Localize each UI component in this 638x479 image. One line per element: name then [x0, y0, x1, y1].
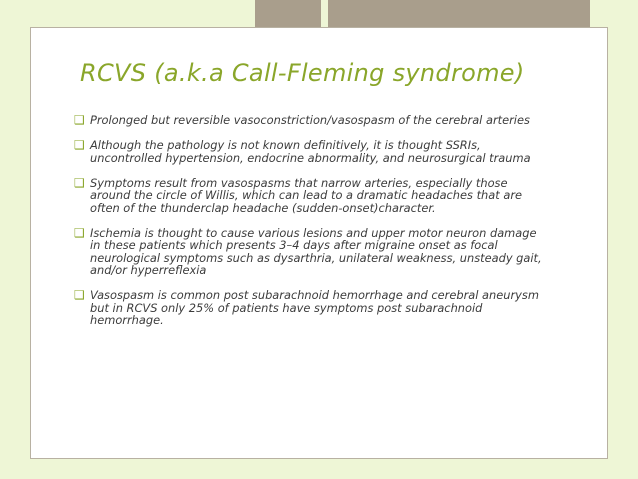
- bullet-text: Ischemia is thought to cause various lesions and upper motor neuron damage in these patients which presents 3–4 days after migraine onset as focal neurological symptoms such as dysarthria, unilateral weakness, unsteady gait, and/or hyperreflexia: [90, 225, 542, 277]
- bullet-item: [76, 114, 546, 127]
- bullet-text: Prolonged but reversible vasoconstriction/vasospasm of the cerebral arteries: [90, 113, 530, 127]
- bullet-text: Symptoms result from vasospasms that narrow arteries, especially those around the circle of Willis, which can lead to a dramatic headaches that are often of the thunderclap headache (sudden-onset)character.: [90, 175, 523, 215]
- decorative-tab-right: [328, 0, 590, 30]
- bullet-list: [76, 114, 546, 339]
- bullet-text: Although the pathology is not known definitively, it is thought SSRIs, uncontrolled hypertension, endocrine abnormality, and neurosurgical trauma: [90, 138, 531, 165]
- hollow-square-bullet-icon: ❑: [74, 138, 85, 152]
- bullet-text: Vasospasm is common post subarachnoid hemorrhage and cerebral aneurysm but in RCVS only 25% of patients have symptoms post subarachnoid hemorrhage.: [90, 288, 539, 327]
- hollow-square-bullet-icon: ❑: [74, 225, 85, 240]
- slide-title: RCVS (a.k.a Call-Fleming syndrome): [80, 59, 525, 87]
- bullet-item: [76, 139, 546, 164]
- bullet-item: [76, 227, 546, 277]
- hollow-square-bullet-icon: ❑: [74, 175, 85, 190]
- bullet-item: [76, 289, 546, 327]
- hollow-square-bullet-icon: ❑: [74, 288, 85, 302]
- decorative-tab-left: [255, 0, 321, 30]
- hollow-square-bullet-icon: ❑: [74, 113, 85, 127]
- bullet-item: [76, 177, 546, 215]
